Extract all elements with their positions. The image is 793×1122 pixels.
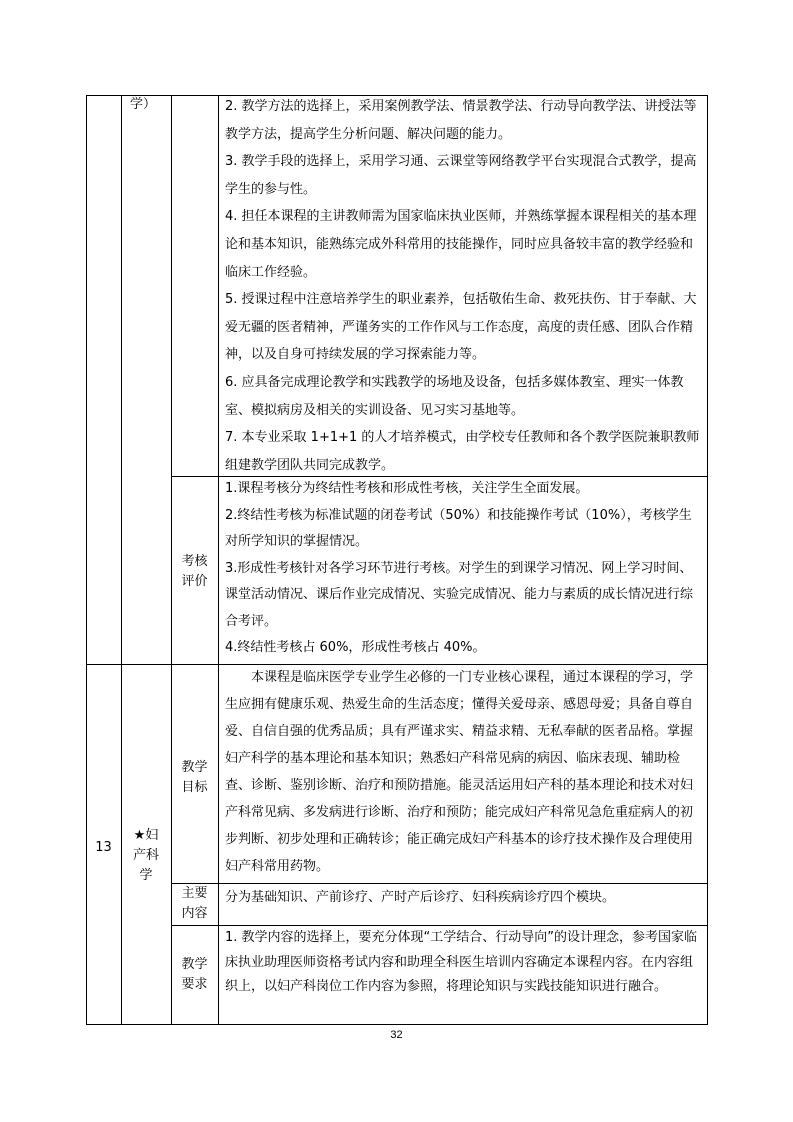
- assessment-item: 4.终结性考核占 60%，形成性考核占 40%。: [225, 640, 486, 655]
- teaching-goal-text: 本课程是临床医学专业学生必修的一门专业核心课程，通过本课程的学习，学生应拥有健康乐观、热爱生命的生活态度；懂得关爱母亲、感恩母爱；具备自尊自爱、自信自强的优秀品质；具有严谨求实、精益求精、无私奉献的医者品格。掌握妇产科学的基本理论和基本知识；熟悉妇产科常见病的病因、临床表现、辅助检查、诊断、鉴别诊断、治疗和预防措施。能灵活运用妇产科的基本理论和技术对妇产科常见病、多发病进行诊断、治疗和预防；能完成妇产科常见急危重症病人的初步判断、初步处理和正确转诊；能正确完成妇产科基本的诊疗技术操作及合理使用妇产科常用药物。: [225, 670, 694, 874]
- table-border-left: [86, 95, 87, 1025]
- main-content-cell: [225, 884, 703, 911]
- requirement-item: 4. 担任本课程的主讲教师需为国家临床执业医师，并熟练掌握本课程相关的基本理论和基本知识，能熟练完成外科常用的技能操作，同时应具备较丰富的教学经验和临床工作经验。: [225, 209, 697, 280]
- requirement-item: 5. 授课过程中注意培养学生的职业素养，包括敬佑生命、救死扶伤、甘于奉献、大爱无疆的医者精神，严谨务实的工作作风与工作态度，高度的责任感、团队合作精神，以及自身可持续发展的学习探索能力等。: [225, 292, 697, 363]
- teaching-requirements-label: 教学 要求: [181, 957, 208, 992]
- table-border-bottom: [86, 1024, 708, 1025]
- column-divider-label: [218, 95, 219, 1025]
- assessment-label: 考核 评价: [181, 554, 208, 589]
- course-name-continued: 学）: [130, 97, 157, 112]
- course-number: 13: [95, 840, 112, 855]
- page-number: 32: [390, 1029, 403, 1041]
- requirement-item: 7. 本专业采取 1+1+1 的人才培养模式，由学校专任教师和各个教学医院兼职教师组建教学团队共同完成教学。: [225, 430, 700, 473]
- requirement-item: 3. 教学手段的选择上，采用学习通、云课堂等网络教学平台实现混合式教学，提高学生的参与性。: [225, 154, 697, 197]
- table-border-right: [707, 95, 708, 1025]
- teaching-goal-cell: [225, 664, 703, 880]
- teaching-requirements-cell-13: [225, 926, 703, 1000]
- requirement-item: 2. 教学方法的选择上，采用案例教学法、情景教学法、行动导向教学法、讲授法等教学方法，提高学生分析问题、解决问题的能力。: [225, 99, 697, 142]
- teaching-requirements-cell: [225, 93, 703, 479]
- main-content-text: 分为基础知识、产前诊疗、产时产后诊疗、妇科疾病诊疗四个模块。: [225, 890, 616, 905]
- assessment-cell: [225, 476, 703, 662]
- teaching-requirements-text: 1. 教学内容的选择上，要充分体现“工学结合、行动导向”的设计理念，参考国家临床执业助理医师资格考试内容和助理全科医生培训内容确定本课程内容。在内容组织上，以妇产科岗位工作内容为参照，将理论知识与实践技能知识进行融合。: [225, 930, 698, 994]
- course-name: ★妇 产科 学: [132, 828, 159, 883]
- requirement-item: 6. 应具备完成理论教学和实践教学的场地及设备，包括多媒体教室、理实一体教室、模拟病房及相关的实训设备、见习实习基地等。: [225, 374, 684, 418]
- assessment-item: 2.终结性考核为标准试题的闭卷考试（50%）和技能操作考试（10%），考核学生对所学知识的掌握情况。: [225, 507, 692, 549]
- main-content-label: 主要 内容: [181, 886, 208, 921]
- assessment-item: 3.形成性考核针对各学习环节进行考核。对学生的到课学习情况、网上学习时间、课堂活动情况、课后作业完成情况、实验完成情况、能力与素质的成长情况进行综合考评。: [225, 560, 694, 629]
- teaching-goal-label: 教学 目标: [181, 760, 208, 795]
- assessment-item: 1.课程考核分为终结性考核和形成性考核，关注学生全面发展。: [225, 481, 589, 496]
